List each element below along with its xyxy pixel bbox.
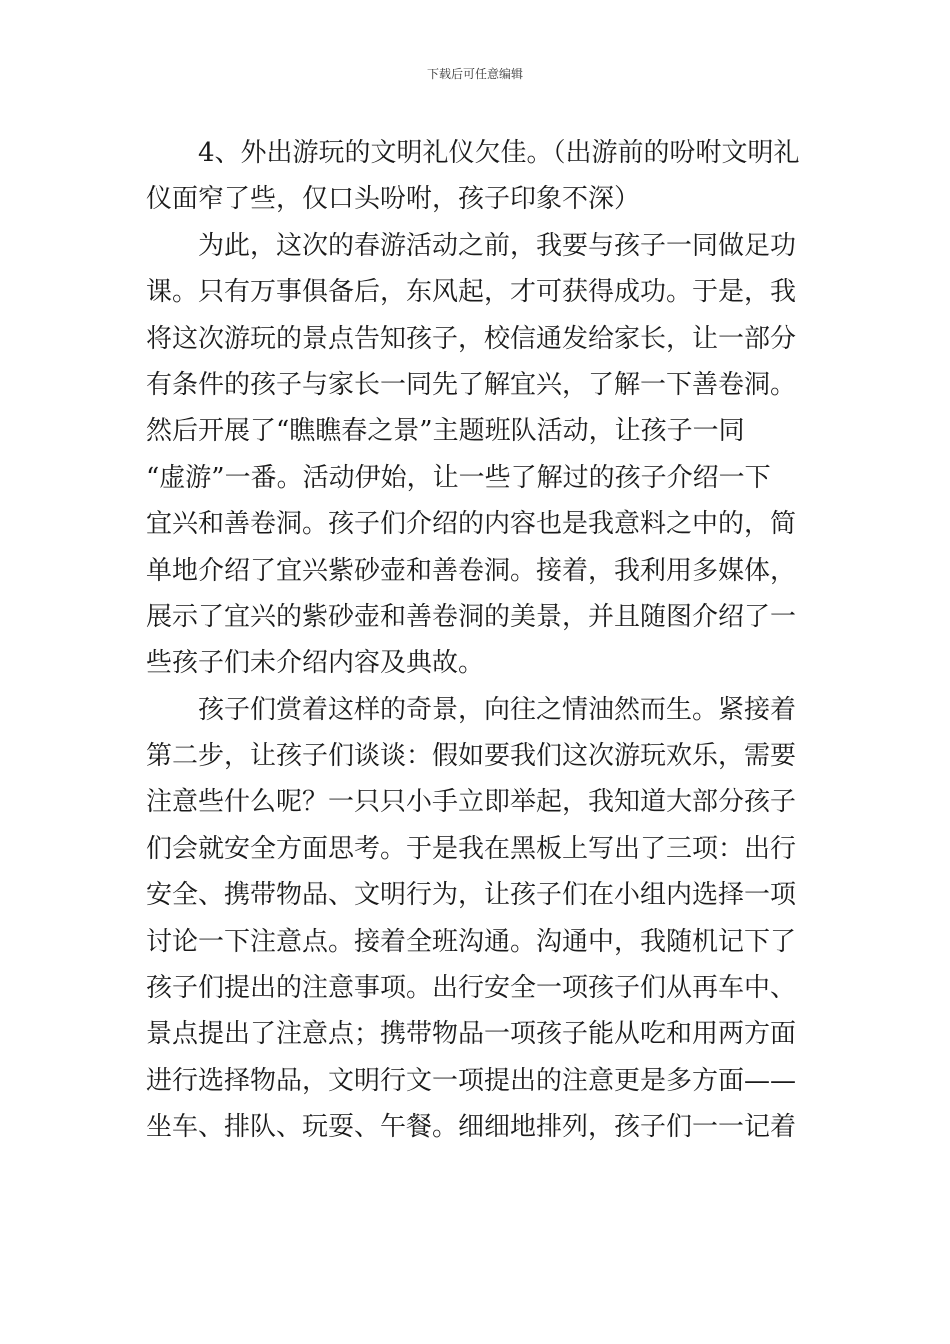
text-line: 坐车、排队、玩耍、午餐。细细地排列，孩子们一一记着	[146, 1112, 797, 1143]
paragraph-preparation	[146, 223, 812, 687]
text-line: 4、外出游玩的文明礼仪欠佳。（出游前的吩咐文明礼	[198, 138, 800, 168]
text-line: 仪面窄了些，仅口头吩咐，孩子印象不深）	[146, 184, 641, 215]
paragraph-outing-etiquette	[146, 130, 812, 223]
page-header: 下载后可任意编辑	[426, 67, 523, 81]
paragraph-discussion	[146, 687, 812, 1151]
text-line: 讨论一下注意点。接着全班沟通。沟通中，我随机记下了	[146, 926, 797, 957]
text-line: 些孩子们未介绍内容及典故。	[146, 648, 485, 679]
text-line: 孩子们提出的注意事项。出行安全一项孩子们从再车中、	[146, 973, 797, 1004]
text-line: 第二步，让孩子们谈谈：假如要我们这次游玩欢乐，需要	[146, 741, 797, 772]
document-body	[146, 130, 812, 1151]
text-line: 宜兴和善卷洞。孩子们介绍的内容也是我意料之中的，简	[146, 509, 797, 540]
text-line: 为此，这次的春游活动之前，我要与孩子一同做足功	[198, 230, 797, 261]
text-line: 展示了宜兴的紫砂壶和善卷洞的美景，并且随图介绍了一	[146, 601, 797, 632]
text-line: 们会就安全方面思考。于是我在黑板上写出了三项：出行	[146, 833, 797, 864]
text-line: 安全、携带物品、文明行为，让孩子们在小组内选择一项	[146, 880, 797, 911]
text-line: 进行选择物品，文明行文一项提出的注意更是多方面——	[146, 1065, 797, 1096]
text-line: “虚游”一番。活动伊始，让一些了解过的孩子介绍一下	[146, 462, 771, 493]
text-line: 孩子们赏着这样的奇景，向往之情油然而生。紧接着	[198, 694, 797, 725]
text-line: 课。只有万事俱备后，东风起，才可获得成功。于是，我	[146, 277, 797, 308]
text-line: 将这次游玩的景点告知孩子，校信通发给家长，让一部分	[146, 323, 797, 354]
text-line: 景点提出了注意点；携带物品一项孩子能从吃和用两方面	[146, 1019, 797, 1050]
text-line: 然后开展了“瞧瞧春之景”主题班队活动，让孩子一同	[146, 416, 745, 447]
text-line: 注意些什么呢？一只只小手立即举起，我知道大部分孩子	[146, 787, 797, 818]
text-line: 有条件的孩子与家长一同先了解宜兴，了解一下善卷洞。	[146, 369, 797, 400]
text-line: 单地介绍了宜兴紫砂壶和善卷洞。接着，我利用多媒体，	[146, 555, 797, 586]
